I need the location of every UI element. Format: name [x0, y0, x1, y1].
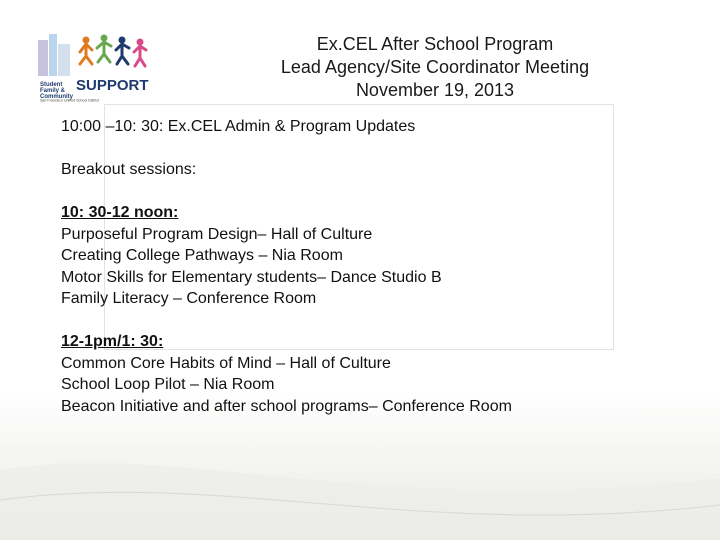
- session1-item: Motor Skills for Elementary students– Dance Studio B: [61, 268, 442, 286]
- spacer: [61, 138, 701, 160]
- spacer: [61, 181, 701, 203]
- session2-item: Beacon Initiative and after school programs– Conference Room: [61, 397, 512, 415]
- session1-time: 10: 30-12 noon:: [61, 204, 179, 221]
- agenda-body: [61, 116, 701, 417]
- session2-item: School Loop Pilot – Nia Room: [61, 376, 275, 393]
- header-program-title: Ex.CEL After School Program: [316, 34, 554, 54]
- header-meeting-title: Lead Agency/Site Coordinator Meeting: [280, 57, 590, 77]
- admin-update-line: 10:00 –10: 30: Ex.CEL Admin & Program Updates: [61, 118, 416, 135]
- svg-text:Family &: Family &: [40, 88, 66, 94]
- svg-text:San Francisco Unified School D: San Francisco Unified School District: [40, 98, 100, 102]
- session1-item: Creating College Pathways – Nia Room: [61, 247, 343, 264]
- header-date: November 19, 2013: [355, 80, 515, 100]
- svg-text:Community: Community: [40, 94, 73, 100]
- spacer: [61, 310, 701, 332]
- breakout-label: Breakout sessions:: [61, 161, 197, 178]
- session1-item: Purposeful Program Design– Hall of Culture: [61, 225, 373, 243]
- session2-item: Common Core Habits of Mind – Hall of Culture: [61, 354, 391, 372]
- sfusd-support-logo: [34, 30, 160, 102]
- slide-header: [238, 33, 632, 102]
- session1-item: Family Literacy – Conference Room: [61, 290, 317, 307]
- svg-text:SUPPORT: SUPPORT: [76, 77, 149, 94]
- session2-time: 12-1pm/1: 30:: [61, 333, 164, 350]
- svg-text:Student: Student: [40, 82, 63, 88]
